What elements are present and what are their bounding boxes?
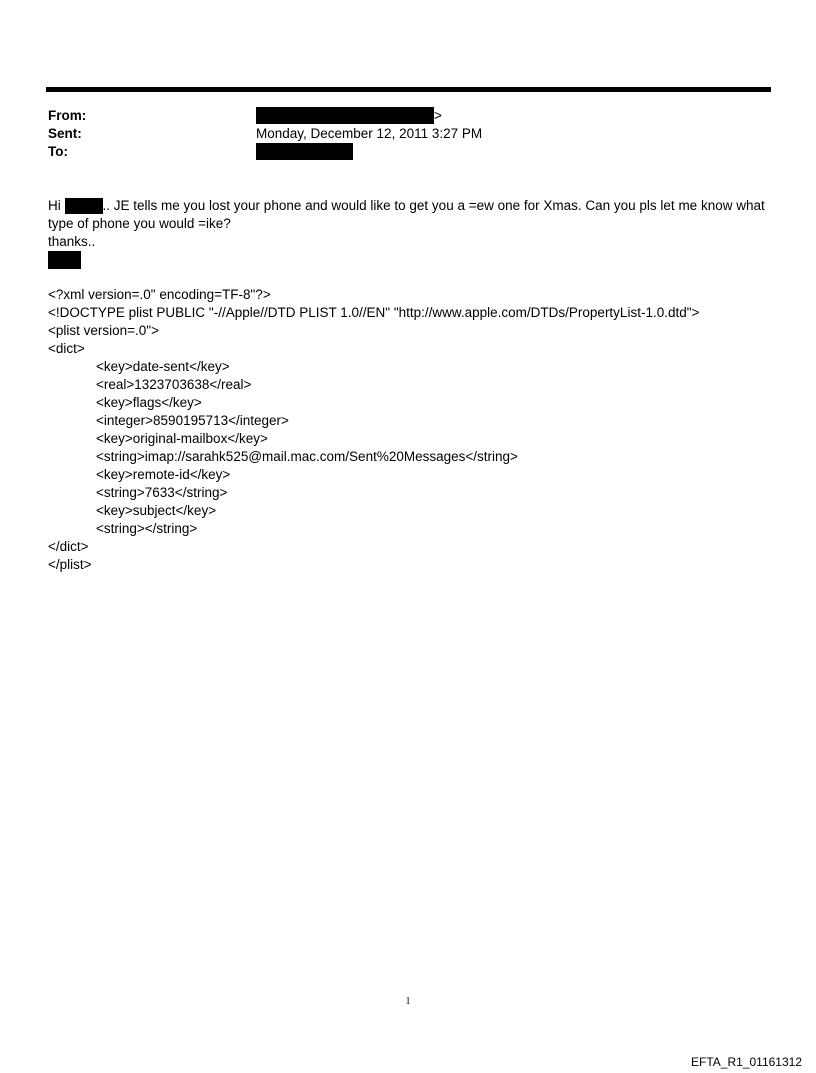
document-id: EFTA_R1_01161312 xyxy=(691,1055,802,1069)
xml-line: <string>imap://sarahk525@mail.mac.com/Sent%20Messages</string> xyxy=(96,449,518,464)
xml-line: <integer>8590195713</integer> xyxy=(96,413,289,428)
signature-line xyxy=(48,251,778,269)
from-label: From: xyxy=(48,108,87,123)
email-header xyxy=(48,107,768,161)
sent-value: Monday, December 12, 2011 3:27 PM xyxy=(256,126,483,141)
xml-line: <real>1323703638</real> xyxy=(96,377,252,392)
xml-line: <key>remote-id</key> xyxy=(96,467,231,482)
xml-dict-open: <dict> xyxy=(48,341,85,356)
xml-declaration: <?xml version=.0" encoding=TF-8"?> xyxy=(48,287,271,302)
page-number: 1 xyxy=(405,996,411,1007)
sent-label: Sent: xyxy=(48,126,82,141)
redaction-block xyxy=(65,198,103,214)
message-text-1: .. JE tells me you lost your phone and would like to get you a =ew one for Xmas. Can you pls let me know what xyxy=(102,198,765,213)
xml-line: <string></string> xyxy=(96,521,198,536)
from-value xyxy=(256,107,442,125)
message-line-1 xyxy=(48,197,778,215)
xml-line: <string>7633</string> xyxy=(96,485,228,500)
message-line-3: thanks.. xyxy=(48,234,96,249)
xml-line: <key>subject</key> xyxy=(96,503,217,518)
xml-doctype: <!DOCTYPE plist PUBLIC "-//Apple//DTD PLIST 1.0//EN" "http://www.apple.com/DTDs/PropertyList-1.0.dtd"> xyxy=(48,305,700,320)
message-line-2: type of phone you would =ike? xyxy=(48,216,231,231)
sent-row xyxy=(48,125,768,143)
message-body xyxy=(48,197,778,269)
from-suffix: > xyxy=(434,108,442,123)
header-rule xyxy=(46,87,771,92)
plist-xml xyxy=(48,286,778,574)
to-value xyxy=(256,143,353,161)
redaction-block xyxy=(256,143,353,160)
xml-plist-open: <plist version=.0"> xyxy=(48,323,159,338)
redaction-block xyxy=(48,251,81,269)
xml-line: <key>date-sent</key> xyxy=(96,359,230,374)
xml-plist-close: </plist> xyxy=(48,557,92,572)
to-row xyxy=(48,143,768,161)
redaction-block xyxy=(256,107,434,124)
xml-line: <key>original-mailbox</key> xyxy=(96,431,268,446)
from-row xyxy=(48,107,768,125)
greeting: Hi xyxy=(48,198,65,213)
xml-line: <key>flags</key> xyxy=(96,395,202,410)
xml-dict-close: </dict> xyxy=(48,539,89,554)
to-label: To: xyxy=(48,144,68,159)
